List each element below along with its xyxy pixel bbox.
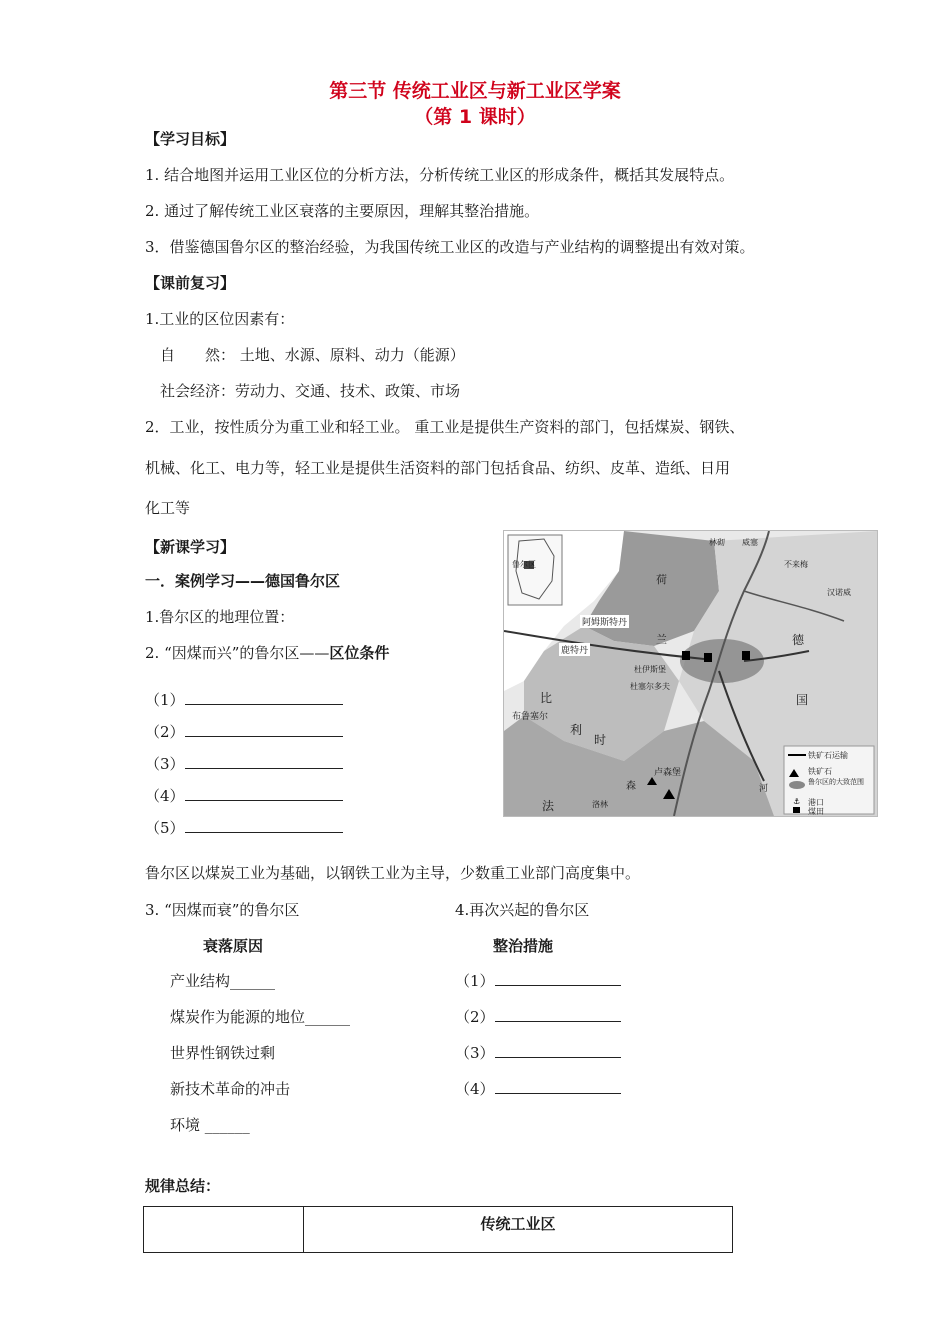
map-label: 威塞 [742,538,758,547]
page-title: 第三节 传统工业区与新工业区学案 [329,80,621,102]
decline-item: 世界性钢铁过剩 [170,1044,276,1062]
blank-label: （5） [145,819,185,837]
map-label: 兰 [656,633,667,646]
blank-row [145,689,343,710]
blank-label: （1） [145,691,185,709]
blank-label: （3） [145,755,185,773]
map-label: 荷 [656,573,667,586]
blank-label: （2） [145,723,185,741]
map-label: 林砌 [709,538,725,547]
decline-item: 煤炭作为能源的地位______ [170,1008,351,1026]
decline-item: 环境 ______ [170,1116,250,1134]
legend-label: 铁矿石 [808,767,832,776]
review-q1: 1.工业的区位因素有： [145,310,295,328]
review-q2-line2: 机械、化工、电力等，轻工业是提供生活资料的部门包括食品、纺织、皮革、造纸、日用 [145,459,731,477]
measure-row [455,970,621,991]
map-label: 杜伊斯堡 [634,665,666,674]
page-subtitle: （第 1 课时） [414,106,536,128]
answer-blank[interactable] [495,1007,621,1022]
lesson-q3: 3. “因煤而衰”的鲁尔区 [145,901,300,919]
decline-item: 产业结构______ [170,972,276,990]
table-header: 传统工业区 [480,1215,556,1233]
lesson-q4: 4.再次兴起的鲁尔区 [455,901,590,919]
measure-row [455,1078,621,1099]
natural-text: 土地、水源、原料、动力（能源） [239,346,465,364]
svg-text:⚓: ⚓ [793,797,801,806]
answer-blank[interactable] [495,1079,621,1094]
goal-item: 1. 结合地图并运用工业区位的分析方法，分析传统工业区的形成条件，概括其发展特点。 [145,166,735,184]
new-lesson-heading: 【新课学习】 [145,538,236,556]
q2-bold: 区位条件 [329,644,390,662]
answer-blank[interactable] [185,690,343,705]
map-label: 不来梅 [784,560,808,569]
blank-label: （4） [145,787,185,805]
map-label: 鲁尔区 [512,560,536,569]
map-label: 森 [626,781,636,792]
map-label: 时 [594,733,607,747]
lesson-q1: 1.鲁尔区的地理位置： [145,608,295,626]
ruhr-map [503,530,878,817]
decline-item: 新技术革命的冲击 [170,1080,291,1098]
map-label: 卢森堡 [654,768,682,778]
answer-blank[interactable] [185,722,343,737]
review-social: 社会经济：劳动力、交通、技术、政策、市场 [160,382,461,400]
map-label: 洛林 [592,800,608,809]
answer-blank[interactable] [495,971,621,986]
legend-label: 煤田 [808,807,824,816]
review-natural [160,344,465,365]
answer-blank[interactable] [185,754,343,769]
map-label: 阿姆斯特丹 [580,615,629,628]
map-label: 布鲁塞尔 [512,712,549,722]
answer-blank[interactable] [185,818,343,833]
map-label: 鹿特丹 [559,643,590,656]
measure-row [455,1042,621,1063]
map-label: 国 [796,693,809,707]
measure-label: （1） [455,972,495,990]
blank-row [145,721,343,742]
blank-row [145,817,343,838]
legend-label: 铁矿石运输 [808,751,848,760]
map-label: 比 [540,691,553,705]
goals-heading: 【学习目标】 [145,130,236,148]
map-label: 德 [792,633,805,647]
summary-heading: 规律总结： [145,1177,221,1195]
measure-label: （2） [455,1008,495,1026]
legend-label: 鲁尔区的大致范围 [808,778,864,786]
natural-label: 自 然： [160,346,236,364]
map-label: 汉诺威 [827,588,851,597]
map-label: 杜塞尔多夫 [630,682,670,691]
q2-prefix: 2. “因煤而兴”的鲁尔区—— [145,644,330,662]
map-label: 河 [759,784,769,794]
blank-row [145,753,343,774]
summary-table [143,1206,733,1253]
measure-label: （3） [455,1044,495,1062]
goal-item: 3．借鉴德国鲁尔区的整治经验，为我国传统工业区的改造与产业结构的调整提出有效对策。 [145,238,755,256]
review-q2-line3: 化工等 [145,499,191,517]
case-title: 一．案例学习——德国鲁尔区 [145,572,341,590]
blank-row [145,785,343,806]
review-heading: 【课前复习】 [145,274,236,292]
map-label: 利 [570,723,583,737]
answer-blank[interactable] [495,1043,621,1058]
answer-blank[interactable] [185,786,343,801]
review-q2-line1: 2．工业，按性质分为重工业和轻工业。 重工业是提供生产资料的部门，包括煤炭、钢铁、 [145,418,745,436]
goal-item: 2. 通过了解传统工业区衰落的主要原因，理解其整治措施。 [145,202,540,220]
legend-label: 港口 [808,798,824,807]
ruhr-conclusion: 鲁尔区以煤炭工业为基础，以钢铁工业为主导，少数重工业部门高度集中。 [145,864,641,882]
map-label: 法 [542,799,555,813]
measure-label: （4） [455,1080,495,1098]
lesson-q2 [145,642,389,663]
measures-heading: 整治措施 [493,937,554,955]
measure-row [455,1006,621,1027]
decline-heading: 衰落原因 [203,937,264,955]
